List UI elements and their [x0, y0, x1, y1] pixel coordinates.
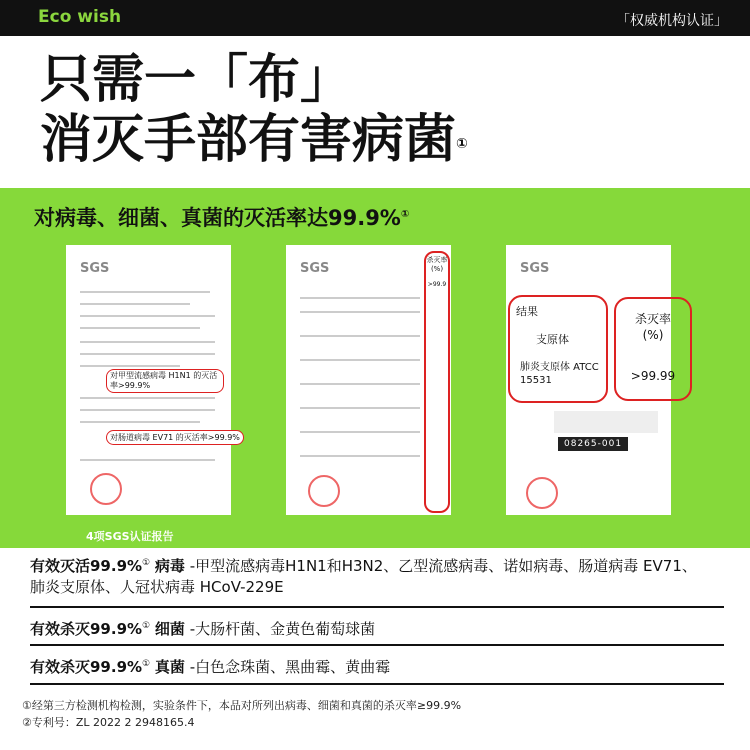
brand-logo: Eco wish — [38, 7, 122, 27]
headline-line1: 只需一「布」 — [40, 50, 353, 110]
top-bar — [0, 0, 750, 36]
certification-section — [0, 188, 750, 548]
pathogen-list-cont: 肺炎支原体、人冠状病毒 HCoV-229E — [30, 578, 284, 596]
divider — [30, 644, 724, 646]
reports-caption: 4项SGS认证报告 — [86, 530, 174, 543]
kill-rate-header: 杀灭率 (%) — [634, 312, 671, 342]
footnote-mark: ① — [456, 136, 468, 152]
efficacy-label: 有效杀灭99.9% — [30, 620, 143, 638]
fungi-row — [30, 656, 724, 677]
virus-row — [30, 555, 724, 597]
footnote-1: ①经第三方检测机构检测，实验条件下，本品对所列出病毒、细菌和真菌的杀灭率≥99.9% — [22, 699, 462, 712]
efficacy-label: 有效杀灭99.9% — [30, 658, 143, 676]
stamp-icon — [90, 473, 122, 505]
bacteria-row — [30, 618, 724, 639]
kill-rate-column-highlight — [424, 251, 450, 513]
footnote-mark: ① — [400, 209, 410, 220]
stamp-icon — [526, 477, 558, 509]
efficacy-label: 有效灭活99.9% — [30, 557, 143, 575]
category-label: 细菌 — [154, 620, 185, 638]
highlight-ev71: 对肠道病毒 EV71 的灭活率>99.9% — [106, 430, 244, 445]
column-value: >99.9 — [427, 281, 447, 288]
footnote-mark: ① — [142, 558, 151, 568]
kill-rate-value: >99.99 — [630, 369, 676, 383]
divider — [30, 683, 724, 685]
sgs-logo: SGS — [80, 261, 110, 276]
divider — [30, 606, 724, 608]
column-header: 杀灭率 (%) — [426, 256, 448, 273]
sample-code: 08265-001 — [558, 437, 628, 451]
category-label: 病毒 — [154, 557, 185, 575]
footnote-2: ②专利号：ZL 2022 2 2948165.4 — [22, 716, 195, 729]
sgs-report-2 — [286, 245, 451, 515]
pathogen-list: -大肠杆菌、金黄色葡萄球菌 — [189, 620, 376, 638]
footnote-mark: ① — [142, 659, 151, 669]
sgs-logo: SGS — [300, 261, 330, 276]
section-subtitle — [34, 202, 409, 232]
result-label: 结果 — [516, 305, 538, 318]
mycoplasma-label: 支原体 — [536, 333, 569, 346]
pathogen-list: -白色念珠菌、黑曲霉、黄曲霉 — [189, 658, 391, 676]
highlight-h1n1: 对甲型流感病毒 H1N1 的灭活率>99.9% — [106, 369, 224, 393]
headline-line2: 消灭手部有害病菌 — [40, 110, 457, 170]
kill-rate-highlight — [614, 297, 692, 401]
result-highlight — [508, 295, 608, 403]
category-label: 真菌 — [154, 658, 185, 676]
strain-label: 肺炎支原体 ATCC 15531 — [520, 362, 599, 386]
sample-photo — [554, 411, 658, 433]
sgs-report-3 — [506, 245, 676, 515]
sgs-logo: SGS — [520, 261, 550, 276]
authority-tag: 「权威机构认证」 — [616, 13, 728, 29]
subtitle-text: 对病毒、细菌、真菌的灭活率达99.9% — [34, 206, 401, 230]
pathogen-list: -甲型流感病毒H1N1和H3N2、乙型流感病毒、诺如病毒、肠道病毒 EV71、 — [189, 557, 697, 575]
headline — [40, 50, 468, 170]
stamp-icon — [308, 475, 340, 507]
footnote-mark: ① — [142, 621, 151, 631]
sgs-report-1 — [66, 245, 240, 515]
